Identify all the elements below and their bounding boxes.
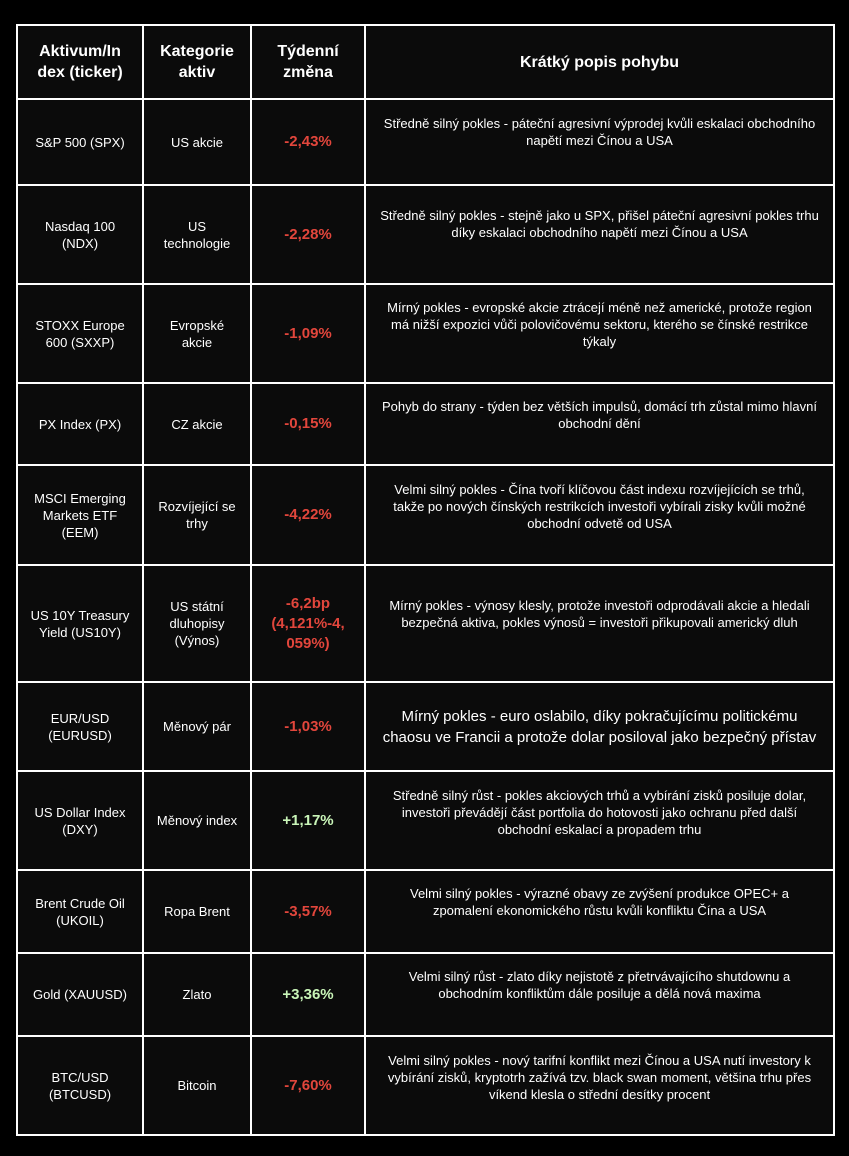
description-text: Velmi silný růst - zlato díky nejistotě z přetrvávajícího shutdownu a obchodním konfliktům dále posiluje a dělá nová maxima [408, 969, 791, 1001]
asset-cell: US Dollar Index (DXY) [17, 771, 143, 870]
description-cell [365, 953, 834, 1036]
description-cell [365, 99, 834, 185]
description-cell [365, 185, 834, 284]
change-cell: -1,03% [251, 682, 365, 771]
table-row [17, 870, 834, 953]
category-cell: Měnový index [143, 771, 251, 870]
change-cell: -2,43% [251, 99, 365, 185]
table-row [17, 771, 834, 870]
asset-cell: EUR/USD (EURUSD) [17, 682, 143, 771]
description-text: Středně silný pokles - páteční agresivní výprodej kvůli eskalaci obchodního napětí mezi Čínou a USA [383, 116, 816, 148]
change-cell: -1,09% [251, 284, 365, 383]
description-cell [365, 383, 834, 465]
category-cell: Ropa Brent [143, 870, 251, 953]
header-description: Krátký popis pohybu [365, 25, 834, 99]
description-text: Středně silný růst - pokles akciových trhů a vybírání zisků posiluje dolar, investoři převádějí část portfolia do hotovosti jako ochranu před další obchodní eskalací a propadem trhu [392, 788, 807, 837]
description-text: Mírný pokles - euro oslabilo, díky pokračujícímu politickému chaosu ve Francii a protože dolar posiloval jako bezpečný přístav [382, 707, 817, 746]
description-cell [365, 870, 834, 953]
description-cell [365, 465, 834, 565]
category-cell: Měnový pár [143, 682, 251, 771]
category-cell: US akcie [143, 99, 251, 185]
change-cell: -7,60% [251, 1036, 365, 1135]
category-cell: Evropské akcie [143, 284, 251, 383]
table-header-row [17, 25, 834, 99]
description-text: Středně silný pokles - stejně jako u SPX, přišel páteční agresivní pokles trhu díky eskalaci obchodního napětí mezi Čínou a USA [380, 208, 819, 240]
category-cell: Zlato [143, 953, 251, 1036]
description-cell [365, 284, 834, 383]
asset-cell: STOXX Europe 600 (SXXP) [17, 284, 143, 383]
category-cell: Bitcoin [143, 1036, 251, 1135]
asset-cell: Nasdaq 100 (NDX) [17, 185, 143, 284]
description-text: Pohyb do strany - týden bez větších impulsů, domácí trh zůstal mimo hlavní obchodní dění [382, 399, 817, 431]
table-row [17, 1036, 834, 1135]
change-cell: -2,28% [251, 185, 365, 284]
table-row [17, 383, 834, 465]
weekly-market-table [16, 24, 835, 1136]
change-cell: +3,36% [251, 953, 365, 1036]
table-row [17, 99, 834, 185]
weekly-market-table-container [16, 24, 833, 1136]
category-cell: Rozvíjející se trhy [143, 465, 251, 565]
description-cell [365, 565, 834, 682]
category-cell: US státní dluhopisy (Výnos) [143, 565, 251, 682]
asset-cell: Brent Crude Oil (UKOIL) [17, 870, 143, 953]
change-cell: -6,2bp (4,121%-4, 059%) [251, 565, 365, 682]
asset-cell: Gold (XAUUSD) [17, 953, 143, 1036]
description-text: Velmi silný pokles - nový tarifní konflikt mezi Čínou a USA nutí investory k vybírání zisků, kryptotrh zažívá tzv. black swan moment, většina trhu přes víkend klesla o střední desítky procent [387, 1053, 812, 1102]
description-cell [365, 682, 834, 771]
asset-cell: PX Index (PX) [17, 383, 143, 465]
description-text: Mírný pokles - evropské akcie ztrácejí méně než americké, protože region má nižší expozici vůči polovičovému sektoru, kterého se čínské restrikce týkaly [387, 300, 812, 349]
description-cell [365, 771, 834, 870]
change-cell: -0,15% [251, 383, 365, 465]
asset-cell: US 10Y Treasury Yield (US10Y) [17, 565, 143, 682]
header-change: Týdenní změna [251, 25, 365, 99]
asset-cell: S&P 500 (SPX) [17, 99, 143, 185]
change-cell: +1,17% [251, 771, 365, 870]
description-text: Mírný pokles - výnosy klesly, protože investoři odprodávali akcie a hledali bezpečná aktiva, pokles výnosů = investoři přikupovali americký dluh [389, 598, 810, 630]
table-row [17, 682, 834, 771]
table-row [17, 953, 834, 1036]
change-cell: -3,57% [251, 870, 365, 953]
category-cell: CZ akcie [143, 383, 251, 465]
asset-cell: MSCI Emerging Markets ETF (EEM) [17, 465, 143, 565]
category-cell: US technologie [143, 185, 251, 284]
table-row [17, 565, 834, 682]
asset-cell: BTC/USD (BTCUSD) [17, 1036, 143, 1135]
table-row [17, 284, 834, 383]
description-cell [365, 1036, 834, 1135]
description-text: Velmi silný pokles - výrazné obavy ze zvýšení produkce OPEC+ a zpomalení ekonomického růstu kvůli konfliktu Čína a USA [410, 886, 789, 918]
header-asset: Aktivum/In dex (ticker) [17, 25, 143, 99]
change-cell: -4,22% [251, 465, 365, 565]
header-category: Kategorie aktiv [143, 25, 251, 99]
table-row [17, 185, 834, 284]
table-row [17, 465, 834, 565]
description-text: Velmi silný pokles - Čína tvoří klíčovou část indexu rozvíjejících se trhů, takže po nových čínských restrikcích investoři vybírali zisky kvůli možné obchodní odvetě od USA [393, 482, 806, 531]
